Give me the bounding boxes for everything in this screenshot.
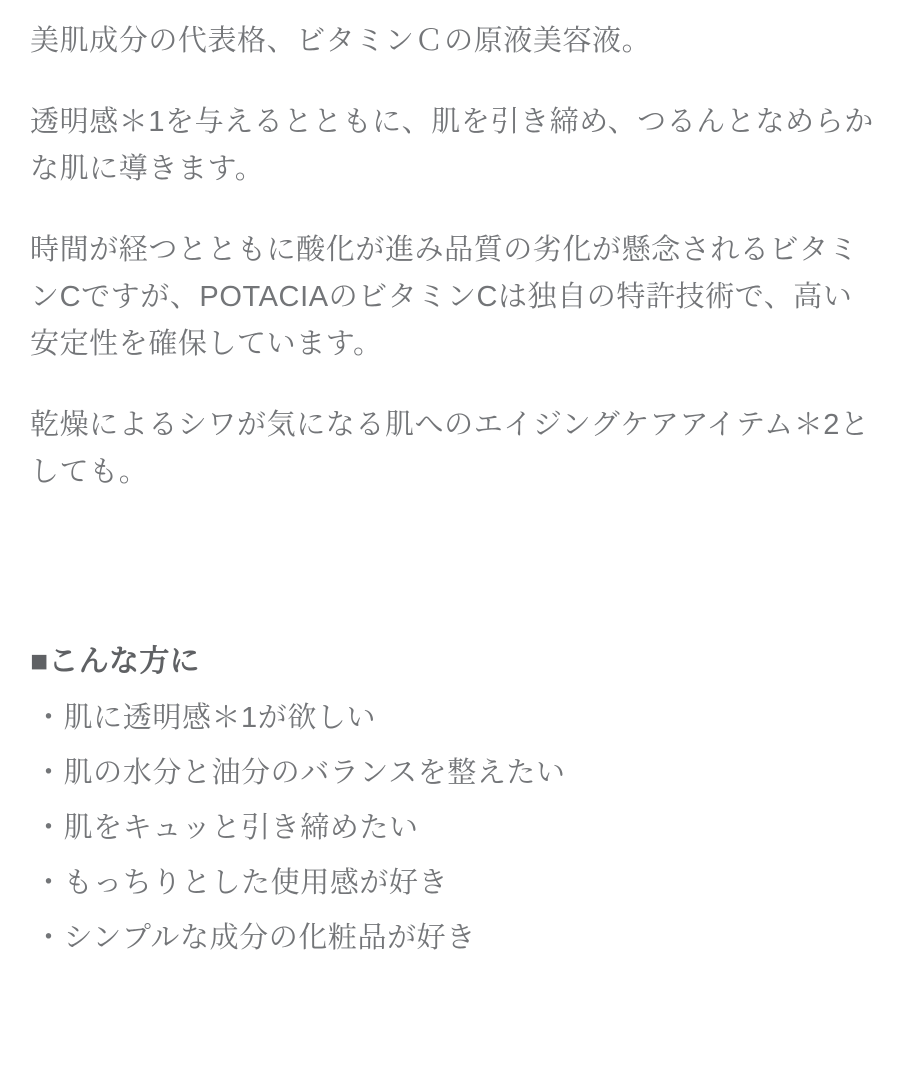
list-item: ・シンプルな成分の化粧品が好き: [34, 921, 476, 954]
paragraph-text: 美肌成分の代表格、ビタミンＣの原液美容液。: [30, 25, 652, 57]
intro-paragraph-4: [30, 402, 880, 496]
section-spacer: [30, 530, 880, 642]
list-item: ・もっちりとした使用感が好き: [34, 866, 449, 899]
list-item: ・肌をキュッと引き締めたい: [34, 811, 419, 844]
intro-paragraph-2: [30, 99, 880, 193]
paragraph-text: 時間が経つとともに酸化が進み品質の劣化が懸念されるビタミンCですが、POTACIAのビタミンCは独自の特許技術で、高い安定性を確保しています。: [30, 233, 859, 360]
list-item: ・肌に透明感＊1が欲しい: [34, 701, 377, 734]
target-audience-section: [30, 642, 880, 962]
paragraph-text: 透明感＊1を与えるとともに、肌を引き締め、つるんとなめらかな肌に導きます。: [30, 105, 874, 185]
section-heading: ■こんな方に: [30, 644, 200, 678]
intro-paragraph-3: [30, 227, 880, 368]
list-item: ・肌の水分と油分のバランスを整えたい: [34, 756, 566, 789]
target-audience-list: [30, 695, 880, 962]
intro-paragraph-1: [30, 18, 880, 65]
paragraph-text: 乾燥によるシワが気になる肌へのエイジングケアアイテム＊2としても。: [30, 408, 870, 488]
